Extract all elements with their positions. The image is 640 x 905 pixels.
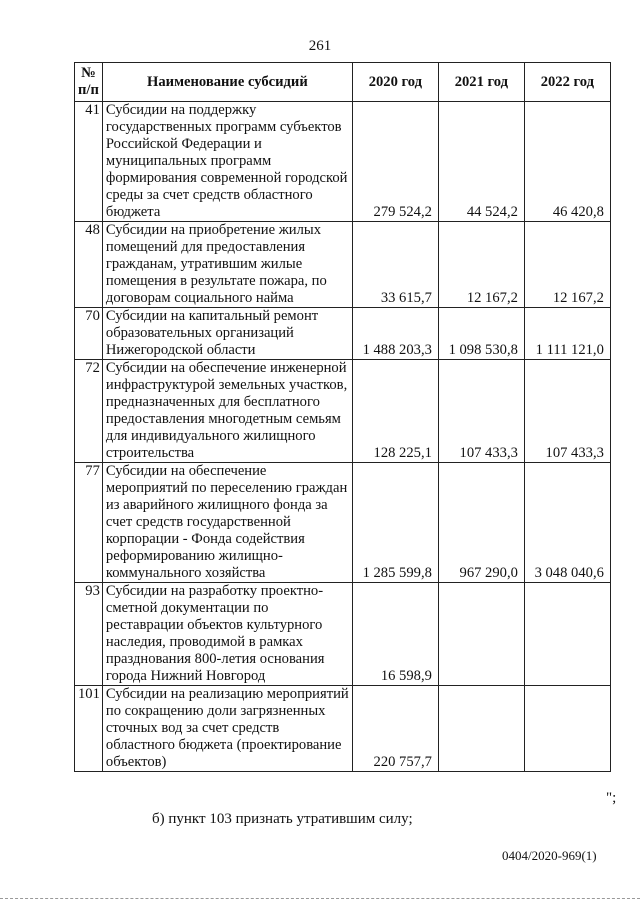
value-2022: 12 167,2 [524,222,610,308]
value-2021: 1 098 530,8 [438,308,524,360]
value-2021: 107 433,3 [438,360,524,463]
header-num: № п/п [75,63,103,102]
table-row [75,583,611,686]
subsidy-name: Субсидии на поддержку государственных программ субъектов Российской Федерации и муниципальных программ формирования современной городской среды за счет средств областного бюджета [102,102,352,222]
value-2022: 46 420,8 [524,102,610,222]
row-number: 70 [75,308,103,360]
value-2022: 107 433,3 [524,360,610,463]
value-2021: 12 167,2 [438,222,524,308]
value-2020: 16 598,9 [352,583,438,686]
value-2022: 3 048 040,6 [524,463,610,583]
subsidy-name: Субсидии на обеспечение инженерной инфраструктурой земельных участков, предназначенных для бесплатного предоставления многодетным семьям для индивидуального жилищного строительства [102,360,352,463]
value-2021 [438,686,524,772]
subsidy-name: Субсидии на обеспечение мероприятий по переселению граждан из аварийного жилищного фонда за счет средств государственной корпорации - Фонда содействия реформированию жилищно-коммунального хозяйства [102,463,352,583]
header-2021: 2021 год [438,63,524,102]
row-number: 72 [75,360,103,463]
value-2020: 128 225,1 [352,360,438,463]
row-number: 77 [75,463,103,583]
closing-quote: "; [606,790,617,806]
value-2020: 33 615,7 [352,222,438,308]
document-code: 0404/2020-969(1) [502,848,597,863]
value-2022 [524,686,610,772]
amendment-text: б) пункт 103 признать утратившим силу; [152,811,413,827]
value-2021: 44 524,2 [438,102,524,222]
table-row [75,102,611,222]
header-2022: 2022 год [524,63,610,102]
header-2020: 2020 год [352,63,438,102]
header-name: Наименование субсидий [102,63,352,102]
subsidy-name: Субсидии на реализацию мероприятий по сокращению доли загрязненных сточных вод за счет средств областного бюджета (проектирование объектов) [102,686,352,772]
table-row [75,686,611,772]
value-2021 [438,583,524,686]
footer-rule [0,898,640,899]
subsidy-name: Субсидии на разработку проектно-сметной документации по реставрации объектов культурного наследия, проводимой в рамках празднования 800-летия основания города Нижний Новгород [102,583,352,686]
row-number: 41 [75,102,103,222]
row-number: 101 [75,686,103,772]
value-2022 [524,583,610,686]
value-2020: 1 488 203,3 [352,308,438,360]
table-row [75,463,611,583]
row-number: 48 [75,222,103,308]
value-2021: 967 290,0 [438,463,524,583]
subsidy-name: Субсидии на капитальный ремонт образовательных организаций Нижегородской области [102,308,352,360]
table-header-row [75,63,611,102]
table-row [75,222,611,308]
page-number: 261 [308,38,332,54]
value-2020: 279 524,2 [352,102,438,222]
row-number: 93 [75,583,103,686]
table-row [75,308,611,360]
subsidy-name: Субсидии на приобретение жилых помещений для предоставления гражданам, утратившим жилые помещения в результате пожара, по договорам социального найма [102,222,352,308]
value-2020: 220 757,7 [352,686,438,772]
subsidies-table [74,62,611,772]
value-2022: 1 111 121,0 [524,308,610,360]
table-row [75,360,611,463]
value-2020: 1 285 599,8 [352,463,438,583]
